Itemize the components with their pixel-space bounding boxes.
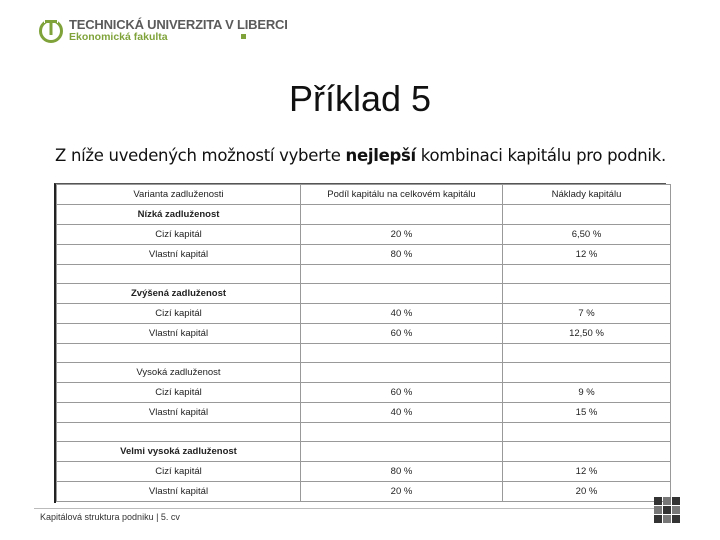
cell-cost: 15 % [503, 403, 671, 423]
cell-cost [503, 265, 671, 284]
cell-cost [503, 363, 671, 383]
cell-share: 60 % [301, 383, 503, 403]
cell-cost [503, 205, 671, 225]
cell-variant [57, 344, 301, 363]
cell-share [301, 363, 503, 383]
footer-text: Kapitálová struktura podniku | 5. cv [40, 512, 180, 522]
table-row [57, 324, 671, 344]
cell-cost: 9 % [503, 383, 671, 403]
cell-variant: Zvýšená zadluženost [57, 284, 301, 304]
university-header [38, 14, 288, 46]
cell-cost: 20 % [503, 482, 671, 502]
table-group-row [57, 205, 671, 225]
header-share: Podíl kapitálu na celkovém kapitálu [301, 185, 503, 205]
cell-share: 40 % [301, 403, 503, 423]
cell-cost: 6,50 % [503, 225, 671, 245]
table-row [57, 403, 671, 423]
cell-variant: Cizí kapitál [57, 383, 301, 403]
university-logo-icon [38, 18, 64, 44]
cell-share: 80 % [301, 462, 503, 482]
footer-divider [34, 508, 659, 509]
cell-share: 40 % [301, 304, 503, 324]
cell-cost: 12,50 % [503, 324, 671, 344]
cell-share: 60 % [301, 324, 503, 344]
cell-cost: 12 % [503, 245, 671, 265]
table-group-row [57, 442, 671, 462]
university-name: TECHNICKÁ UNIVERZITA V LIBERCI [69, 17, 288, 32]
table-header-row [57, 185, 671, 205]
cell-share [301, 423, 503, 442]
table-spacer-row [57, 344, 671, 363]
cell-share [301, 205, 503, 225]
cell-share: 20 % [301, 225, 503, 245]
cell-variant: Nízká zadluženost [57, 205, 301, 225]
cell-variant: Vlastní kapitál [57, 245, 301, 265]
header-variant: Varianta zadluženosti [57, 185, 301, 205]
cell-cost [503, 284, 671, 304]
table-row [57, 482, 671, 502]
corner-pattern-icon [654, 497, 680, 523]
cell-cost [503, 344, 671, 363]
table-row [57, 304, 671, 324]
slide-title: Příklad 5 [288, 78, 432, 119]
table-group-row [57, 284, 671, 304]
cell-cost [503, 442, 671, 462]
table-row [57, 245, 671, 265]
cell-share [301, 442, 503, 462]
cell-variant: Vlastní kapitál [57, 324, 301, 344]
faculty-name: Ekonomická fakulta [69, 31, 168, 43]
cell-share [301, 284, 503, 304]
table-spacer-row [57, 423, 671, 442]
table-spacer-row [57, 265, 671, 284]
cell-variant: Vlastní kapitál [57, 482, 301, 502]
table-row [57, 462, 671, 482]
table-row [57, 383, 671, 403]
cell-cost: 12 % [503, 462, 671, 482]
slide-subtitle: Z níže uvedených možností vyberte nejlepší kombinaci kapitálu pro podnik. [55, 146, 666, 165]
table-group-row [57, 363, 671, 383]
brand-square-icon [241, 34, 246, 39]
cell-cost [503, 423, 671, 442]
cell-share: 80 % [301, 245, 503, 265]
cell-cost: 7 % [503, 304, 671, 324]
cell-share [301, 265, 503, 284]
cell-variant: Cizí kapitál [57, 304, 301, 324]
cell-variant: Cizí kapitál [57, 462, 301, 482]
cell-variant: Vysoká zadluženost [57, 363, 301, 383]
cell-share [301, 344, 503, 363]
table-row [57, 225, 671, 245]
subtitle-emphasis: nejlepší [345, 146, 416, 165]
cell-variant [57, 265, 301, 284]
cell-variant [57, 423, 301, 442]
cell-variant: Velmi vysoká zadluženost [57, 442, 301, 462]
capital-structure-table [54, 183, 666, 503]
cell-share: 20 % [301, 482, 503, 502]
header-cost: Náklady kapitálu [503, 185, 671, 205]
cell-variant: Cizí kapitál [57, 225, 301, 245]
cell-variant: Vlastní kapitál [57, 403, 301, 423]
